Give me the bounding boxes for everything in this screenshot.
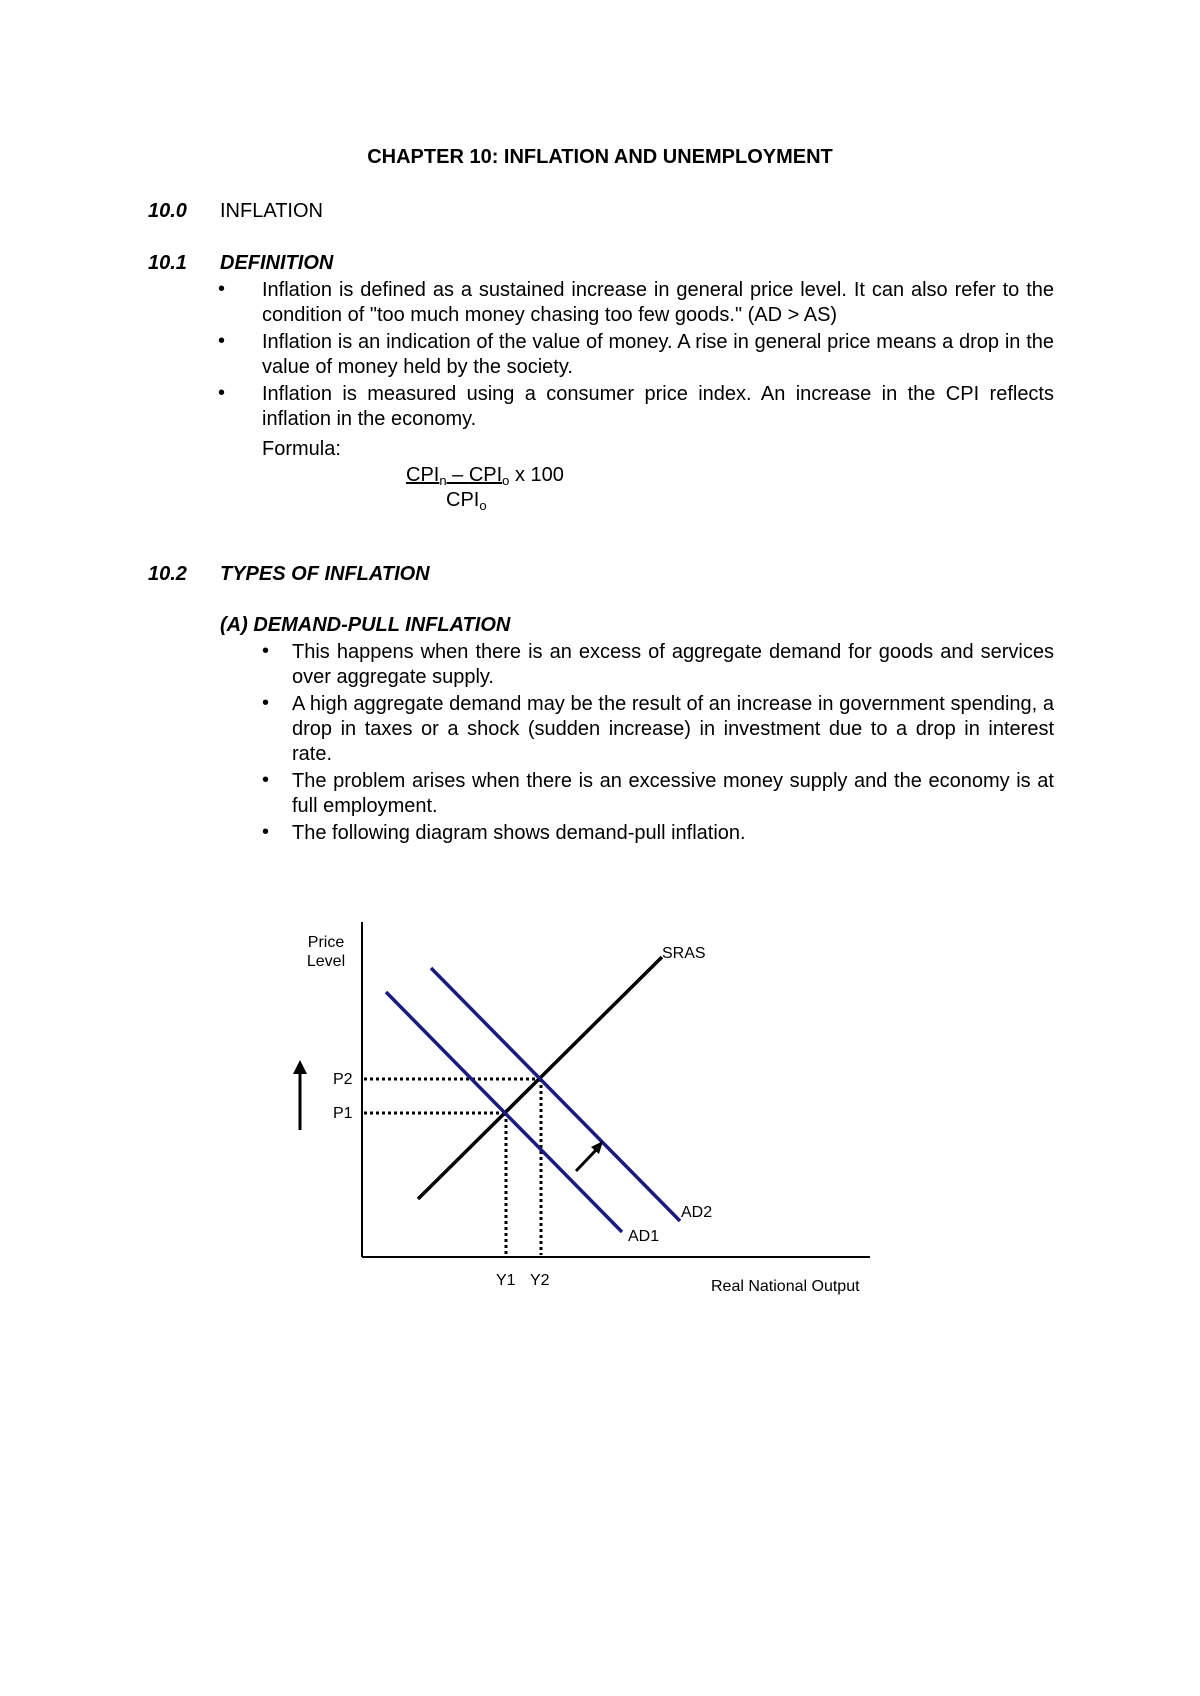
section-title-inflation: INFLATION [220,200,323,222]
bullet-icon: • [218,382,226,404]
definition-bullet-3: Inflation is measured using a consumer price index. An increase in the CPI reflects inflation in the economy. [262,383,1054,430]
arrow-up-icon [293,1060,307,1130]
formula-den-cpi: CPI [446,489,480,511]
ad1-label: AD1 [628,1228,660,1245]
y2-label: Y2 [530,1272,550,1289]
sras-label: SRAS [662,945,706,962]
demand-pull-bullet-1: This happens when there is an excess of aggregate demand for goods and services over aggregate supply. [292,641,1054,688]
y-axis-label-line2: Level [306,953,346,970]
bullet-icon: • [262,821,270,843]
ad2-label: AD2 [681,1204,713,1221]
formula-cpi-o: CPI [468,464,503,486]
p2-label: P2 [333,1071,353,1088]
formula-cpi-n: CPI [406,464,440,486]
section-number-10-1: 10.1 [148,252,187,274]
p1-label: P1 [333,1105,353,1122]
y1-label: Y1 [496,1272,516,1289]
formula-minus: – [446,464,469,486]
formula-sub-o: o [502,473,510,488]
section-number-10-2: 10.2 [148,563,187,585]
x-axis-label: Real National Output [711,1278,860,1295]
demand-pull-bullet-4: The following diagram shows demand-pull inflation. [292,822,746,844]
bullet-icon: • [218,330,226,352]
bullet-icon: • [218,278,226,300]
formula-times: x 100 [509,464,564,486]
bullet-icon: • [262,769,270,791]
demand-pull-bullet-3: The problem arises when there is an excessive money supply and the economy is at full employment. [292,770,1054,817]
section-number-10-0: 10.0 [148,200,187,222]
definition-bullet-1: Inflation is defined as a sustained increase in general price level. It can also refer to the condition of "too much money chasing too few goods." (AD > AS) [262,279,1054,326]
subsection-demand-pull: (A) DEMAND-PULL INFLATION [220,614,511,636]
definition-bullet-2: Inflation is an indication of the value of money. A rise in general price means a drop in the value of money held by the society. [262,331,1054,378]
shift-arrow-icon [576,1141,603,1171]
formula-label: Formula: [262,438,341,460]
page-title: CHAPTER 10: INFLATION AND UNEMPLOYMENT [367,146,833,168]
demand-pull-bullet-2: A high aggregate demand may be the result of an increase in government spending, a drop in taxes or a shock (sudden increase) in investment due to a drop in interest rate. [292,693,1054,765]
ad2-curve [431,968,680,1221]
bullet-icon: • [262,692,270,714]
section-title-types-of-inflation: TYPES OF INFLATION [220,563,430,585]
formula-sub-n: n [439,473,447,488]
formula-den-sub: o [479,498,487,513]
section-title-definition: DEFINITION [220,252,334,274]
y-axis-label-line1: Price [307,934,345,951]
bullet-icon: • [262,640,270,662]
